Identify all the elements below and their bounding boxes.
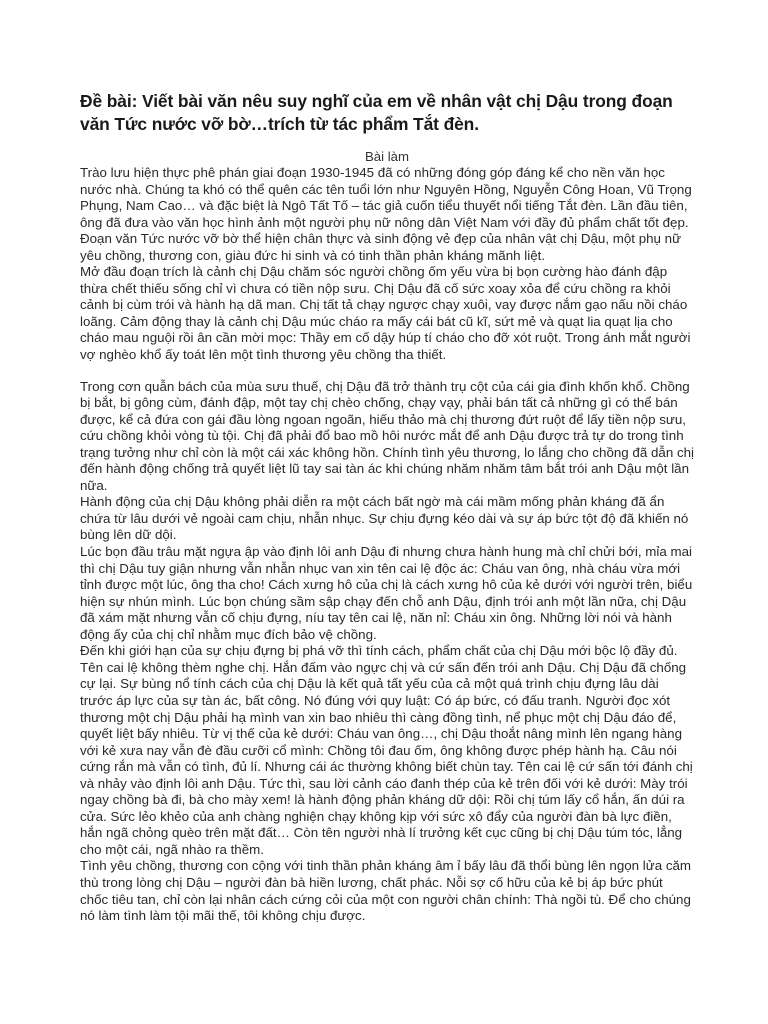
paragraph-family-pillar: Trong cơn quẫn bách của mùa sưu thuế, chị Dậu đã trở thành trụ cột của cái gia đình khốn khổ. Chồng bị bắt, bị gông cùm, đánh đập, một tay chị chèo chống, chạy vạy, phải bán tất cả những gì có thể bán được, kể cả đứa con gái đầu lòng ngoan ngoãn, hiếu thảo mà chị thương đứt ruột để lấy tiền nộp sưu, cứu chồng khỏi vòng tù tội. Chị đã phải đổ bao mồ hôi nước mắt để anh Dậu được trả tự do trong tình trạng tưởng như chỉ còn là một cái xác không hồn. Chính tình yêu thương, lo lắng cho chồng đã dẫn chị đến hành động chống trả quyết liệt lũ tay sai tàn ác khi chúng nhăm nhăm tâm bắt trói anh Dậu một lần nữa.: [80, 378, 695, 493]
paragraph-conclusion: Tình yêu chồng, thương con cộng với tinh thần phản kháng âm ỉ bấy lâu đã thổi bùng lên ngọn lửa căm thù trong lòng chị Dậu – người đàn bà hiền lương, chất phác. Nỗi sợ cố hữu của kẻ bị áp bức phút chốc tiêu tan, chỉ còn lại nhân cách cứng cỏi của một con người chân chính: Thà ngồi tù. Để cho chúng nó làm tình làm tội mãi thế, tôi không chịu được.: [80, 858, 692, 924]
paragraph-gap: [80, 364, 694, 379]
paragraph-care-for-husband: Mở đầu đoạn trích là cảnh chị Dậu chăm sóc người chồng ốm yếu vừa bị bọn cường hào đánh đập thừa chết thiếu sống chỉ vì chưa có tiền nộp sưu. Chị Dậu đã cố sức xoay xỏa để cứu chồng ra khỏi cảnh bị cùm trói và hành hạ dã man. Chị tất tả chạy ngược chạy xuôi, vay được nắm gạo nấu nồi cháo loãng. Cảm động thay là cảnh chị Dậu múc cháo ra mấy cái bát cũ kĩ, sứt mẻ và quạt lia quạt lịa cho cháo mau nguội rồi ân cần mời mọc: Thầy em cố dậy húp tí cháo cho đỡ xót ruột. Trong ánh mắt người vợ nghèo khổ ấy toát lên một tình thương yêu chồng tha thiết.: [80, 264, 691, 363]
document-title: Đề bài: Viết bài văn nêu suy nghĩ của em về nhân vật chị Dậu trong đoạn văn Tức nước vỡ bờ…trích từ tác phẩm Tắt đèn.: [80, 91, 673, 134]
document-page: [80, 90, 694, 925]
paragraph-resistance-origin: Hành động của chị Dậu không phải diễn ra một cách bất ngờ mà cái mầm mống phản kháng đã ẩn chứa từ lâu dưới vẻ ngoài cam chịu, nhẫn nhục. Sự chịu đựng kéo dài và sự áp bức tột độ đã khiến nó bùng lên dữ dội.: [80, 494, 689, 543]
paragraph-fighting-back: Đến khi giới hạn của sự chịu đựng bị phá vỡ thì tính cách, phẩm chất của chị Dậu mới bộc lộ đầy đủ. Tên cai lệ không thèm nghe chị. Hắn đấm vào ngực chị và cứ sấn đến trói anh Dậu. Chị Dậu đã chống cự lại. Sự bùng nổ tính cách của chị Dậu là kết quả tất yếu của cả một quá trình chịu đựng lâu dài trước áp lực của sự tàn ác, bất công. Nó đúng với quy luật: Có áp bức, có đấu tranh. Người đọc xót thương một chị Dậu phải hạ mình van xin bao nhiêu thì càng đồng tình, nể phục một chị Dậu đáo để, quyết liệt bấy nhiêu. Từ vị thế của kẻ dưới: Cháu van ông…, chị Dậu thoắt nâng mình lên ngang hàng với kẻ xưa nay vẫn đè đầu cưỡi cổ mình: Chồng tôi đau ốm, ông không được phép hành hạ. Câu nói cứng rắn mà vẫn có tình, đủ lí. Nhưng cái ác thường không biết chùn tay. Tên cai lệ cứ sấn tới đánh chị và nhảy vào định lôi anh Dậu. Tức thì, sau lời cảnh cáo đanh thép của kẻ trên đối với kẻ dưới: Mày trói ngay chồng bà đi, bà cho mày xem! là hành động phản kháng dữ dội: Rồi chị túm lấy cổ hắn, ấn dúi ra cửa. Sức lẻo khẻo của anh chàng nghiện chạy không kịp với sức xô đẩy của người đàn bà lực điền, hắn ngã chỏng quèo trên mặt đất… Còn tên người nhà lí trưởng kết cục cũng bị chị Dậu túm tóc, lẳng cho một cái, ngã nhào ra thềm.: [80, 643, 693, 857]
section-heading: Bài làm: [365, 149, 409, 164]
paragraph-pleading: Lúc bọn đầu trâu mặt ngựa ập vào định lôi anh Dậu đi nhưng chưa hành hung mà chỉ chửi bới, mỉa mai thì chị Dậu tuy giận nhưng vẫn nhẫn nhục van xin tên cai lệ độc ác: Cháu van ông, nhà cháu vừa mới tỉnh được một lúc, ông tha cho! Cách xưng hô của chị là cách xưng hô của kẻ dưới với người trên, biểu hiện sự nhún mình. Lúc bọn chúng sầm sập chạy đến chỗ anh Dậu, định trói anh một lần nữa, chị Dậu đã xám mặt nhưng vẫn cố chịu đựng, níu tay tên cai lệ, năn nỉ: Cháu xin ông. Những lời nói và hành động ấy của chị chỉ nhằm mục đích bảo vệ chồng.: [80, 544, 693, 642]
paragraph-intro: Trào lưu hiện thực phê phán giai đoạn 1930-1945 đã có những đóng góp đáng kể cho nền văn học nước nhà. Chúng ta khó có thể quên các tên tuổi lớn như Nguyên Hồng, Nguyễn Công Hoan, Vũ Trọng Phụng, Nam Cao… và đặc biệt là Ngô Tất Tố – tác giả cuốn tiểu thuyết nổi tiếng Tắt đèn. Lần đầu tiên, ông đã đưa vào văn học hình ảnh một người phụ nữ nông dân Việt Nam với đầy đủ phẩm chất tốt đẹp. Đoạn văn Tức nước vỡ bờ thể hiện chân thực và sinh động vẻ đẹp của nhân vật chị Dậu, một phụ nữ yêu chồng, thương con, giàu đức hi sinh và có tinh thần phản kháng mãnh liệt.: [80, 165, 692, 263]
